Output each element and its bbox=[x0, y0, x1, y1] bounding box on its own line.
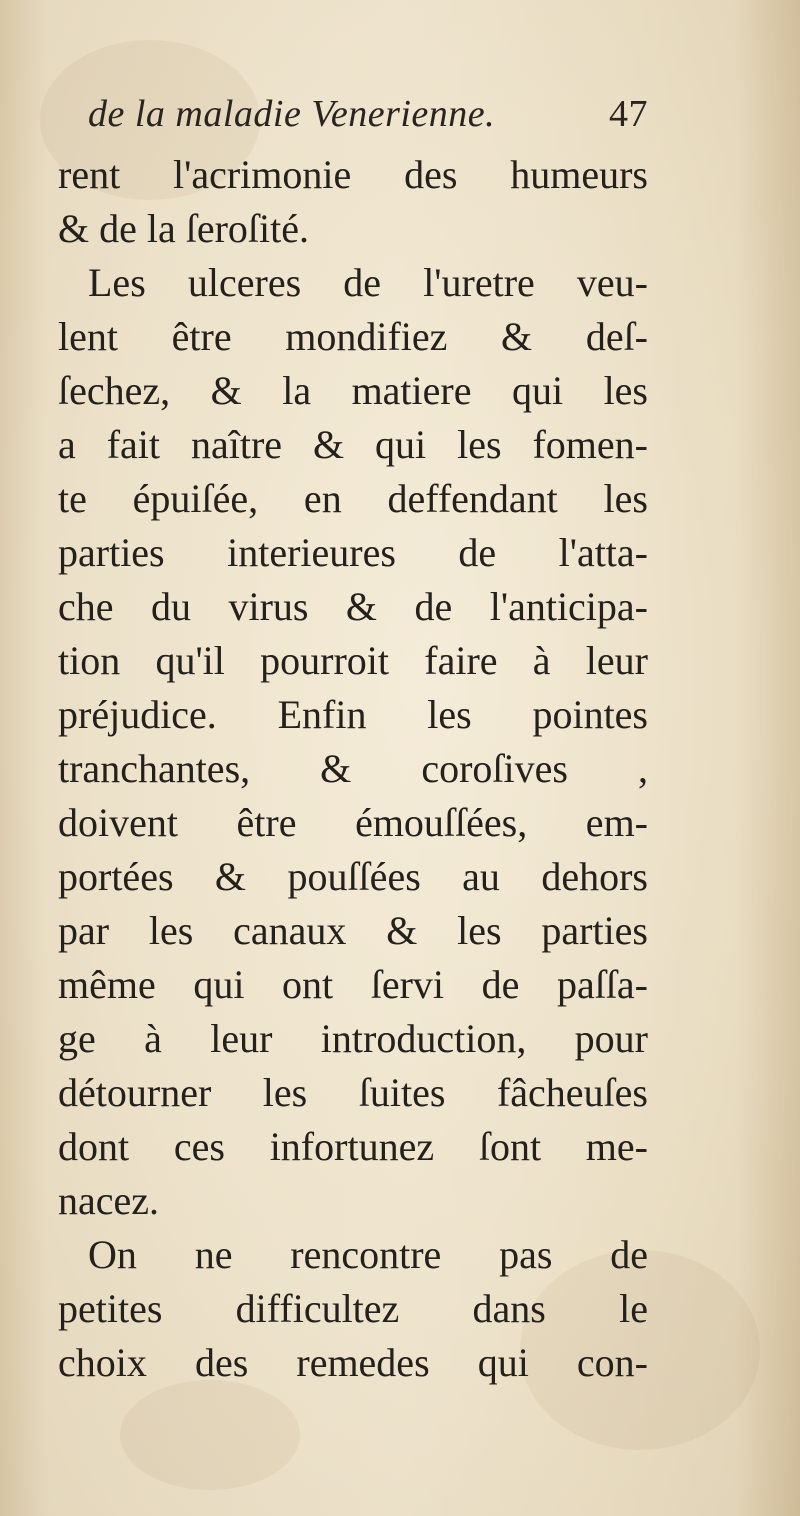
text-line: choix des remedes qui con- bbox=[58, 1340, 648, 1385]
body-text bbox=[58, 148, 648, 1390]
text-line: te épuiſée, en deffendant les bbox=[58, 476, 648, 521]
text-line: par les canaux & les parties bbox=[58, 908, 648, 953]
text-line: & de la ſeroſité. bbox=[58, 206, 310, 251]
text-line: même qui ont ſervi de paſſa- bbox=[58, 962, 648, 1007]
paper-stain bbox=[120, 1380, 300, 1490]
text-line: parties interieures de l'atta- bbox=[58, 530, 648, 575]
text-line: portées & pouſſées au dehors bbox=[58, 854, 648, 899]
text-line: ge à leur introduction, pour bbox=[58, 1016, 648, 1061]
text-line: dont ces infortunez ſont me- bbox=[58, 1124, 648, 1169]
text-line: nacez. bbox=[58, 1178, 160, 1223]
text-line: Les ulceres de l'uretre veu- bbox=[88, 260, 648, 305]
text-line: che du virus & de l'anticipa- bbox=[58, 584, 648, 629]
running-head-title: de la maladie Venerienne. bbox=[88, 93, 496, 135]
running-head bbox=[88, 92, 648, 136]
text-line: a fait naître & qui les fomen- bbox=[58, 422, 648, 467]
text-line: rent l'acrimonie des humeurs bbox=[58, 152, 648, 197]
text-line: lent être mondifiez & deſ- bbox=[58, 314, 648, 359]
text-line: préjudice. Enfin les pointes bbox=[58, 692, 648, 737]
text-line: tranchantes, & coroſives , bbox=[58, 746, 648, 791]
text-line: doivent être émouſſées, em- bbox=[58, 800, 648, 845]
text-line: On ne rencontre pas de bbox=[88, 1232, 648, 1277]
text-line: détourner les ſuites fâcheuſes bbox=[58, 1070, 648, 1115]
text-line: tion qu'il pourroit faire à leur bbox=[58, 638, 648, 683]
page-number: 47 bbox=[609, 93, 648, 135]
text-line: petites difficultez dans le bbox=[58, 1286, 648, 1331]
text-line: ſechez, & la matiere qui les bbox=[58, 368, 648, 413]
